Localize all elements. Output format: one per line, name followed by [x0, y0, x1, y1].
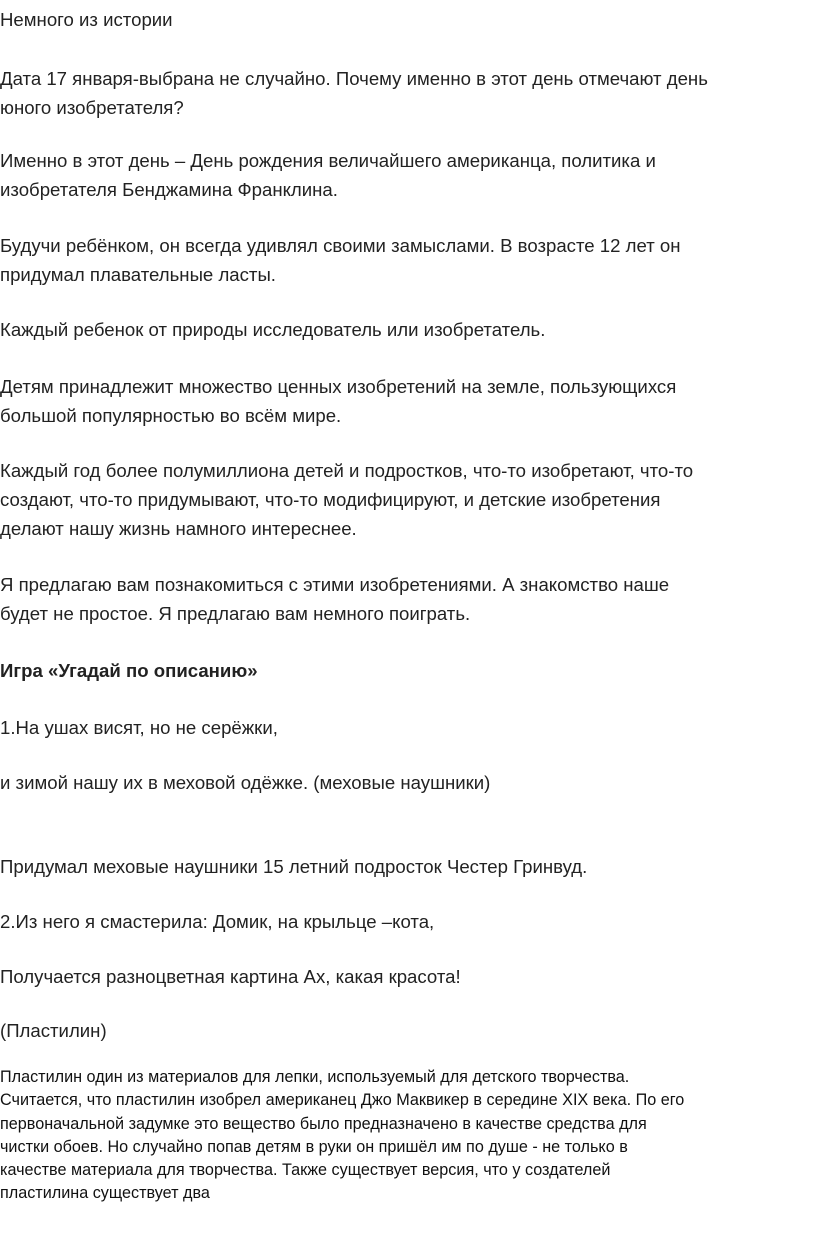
section-title [0, 5, 173, 34]
answer-text: (Пластилин) [0, 1020, 107, 1041]
paragraph-line: пластилина существует два [0, 1184, 210, 1203]
paragraph-proposal [0, 570, 669, 628]
paragraph-every-year [0, 456, 693, 543]
paragraph-line: Будучи ребёнком, он всегда удивлял своими замыслами. В возрасте 12 лет он [0, 235, 681, 256]
riddle-1-line-2 [0, 768, 490, 797]
paragraph-line: делают нашу жизнь намного интереснее. [0, 518, 357, 539]
paragraph-line: Пластилин один из материалов для лепки, используемый для детского творчества. [0, 1068, 630, 1086]
riddle-text: и зимой нашу их в меховой одёжке. (меховые наушники) [0, 772, 491, 793]
fact-text: Придумал меховые наушники 15 летний подросток Честер Гринвуд. [0, 856, 588, 877]
paragraph-children-inventions [0, 372, 676, 430]
riddle-2-line-1 [0, 907, 434, 936]
paragraph-line: юного изобретателя? [0, 97, 184, 118]
riddle-text: 2.Из него я смастерила: Домик, на крыльце –кота, [0, 911, 435, 932]
riddle-1-line-1 [0, 713, 278, 742]
paragraph-line: Я предлагаю вам познакомиться с этими изобретениями. А знакомство наше [0, 574, 670, 595]
fact-earmuffs [0, 852, 587, 881]
paragraph-line: качестве материала для творчества. Также существует версия, что у создателей [0, 1161, 611, 1180]
paragraph-line: чистки обоев. Но случайно попав детям в руки он пришёл им по душе - не только в [0, 1137, 628, 1156]
paragraph-line: изобретателя Бенджамина Франклина. [0, 179, 338, 200]
game-heading-text: Игра «Угадай по описанию» [0, 660, 258, 681]
riddle-2-line-2 [0, 962, 461, 991]
paragraph-line: Каждый год более полумиллиона детей и подростков, что-то изобретают, что-то [0, 460, 694, 481]
paragraph-line: первоначальной задумке это вещество было предназначено в качестве средства для [0, 1114, 647, 1133]
paragraph-every-child [0, 315, 545, 344]
paragraph-line: Дата 17 января-выбрана не случайно. Почему именно в этот день отмечают день [0, 68, 708, 89]
riddle-text: 1.На ушах висят, но не серёжки, [0, 717, 278, 738]
paragraph-date [0, 64, 708, 122]
section-title-text: Немного из истории [0, 9, 173, 30]
paragraph-line: Детям принадлежит множество ценных изобретений на земле, пользующихся [0, 376, 677, 397]
paragraph-line: Считается, что пластилин изобрел американец Джо Маквикер в середине XIX века. По его [0, 1091, 685, 1110]
paragraph-line: большой популярностью во всём мире. [0, 405, 342, 426]
paragraph-line: Каждый ребенок от природы исследователь или изобретатель. [0, 319, 546, 340]
paragraph-line: будет не простое. Я предлагаю вам немного поиграть. [0, 603, 471, 624]
paragraph-line: создают, что-то придумывают, что-то модифицируют, и детские изобретения [0, 489, 661, 510]
paragraph-plasticine [0, 1066, 684, 1206]
game-heading [0, 656, 258, 685]
paragraph-childhood [0, 231, 681, 289]
paragraph-line: Именно в этот день – День рождения величайшего американца, политика и [0, 150, 656, 171]
paragraph-birthday [0, 146, 656, 204]
riddle-text: Получается разноцветная картина Ах, какая красота! [0, 966, 461, 987]
paragraph-line: придумал плавательные ласты. [0, 264, 276, 285]
riddle-2-answer [0, 1016, 107, 1045]
